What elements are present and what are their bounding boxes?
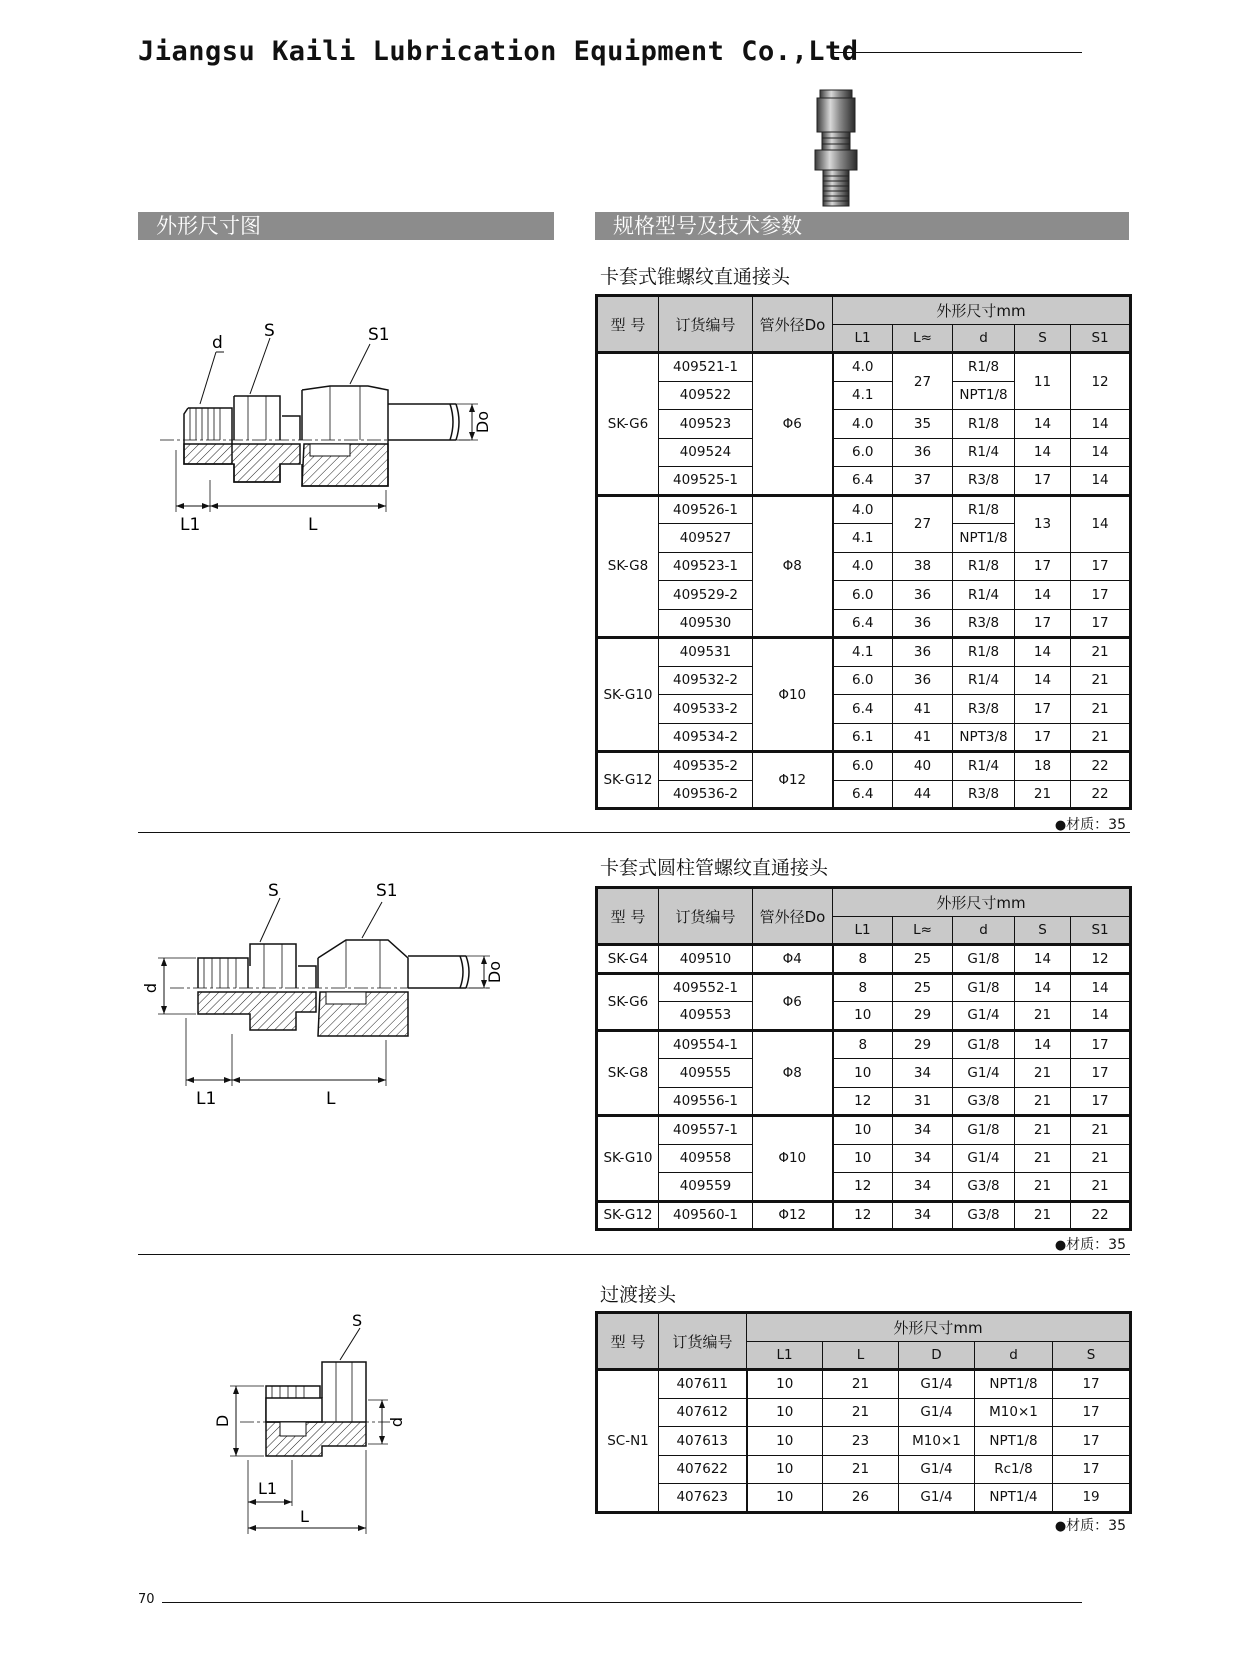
t2-s: 21 [1015, 1087, 1071, 1116]
table2-title: 卡套式圆柱管螺纹直通接头 [600, 857, 829, 879]
t1-d: R1/8 [953, 638, 1015, 667]
t3-l: 21 [823, 1398, 899, 1427]
t1-l1: 4.0 [833, 552, 893, 581]
t3-D: G1/4 [899, 1484, 975, 1513]
t1-d: R1/4 [953, 666, 1015, 695]
t1-d: R3/8 [953, 780, 1015, 809]
t1-l1: 6.1 [833, 723, 893, 752]
t2-l1: 12 [833, 1201, 893, 1230]
t1-c-l1: L1 [833, 324, 893, 353]
t2-h-order: 订货编号 [659, 888, 753, 945]
table-row [597, 752, 1131, 781]
table2 [595, 886, 1132, 1231]
t2-order: 409552-1 [659, 973, 753, 1002]
table-row [597, 973, 1131, 1002]
t3-d: NPT1/4 [975, 1484, 1053, 1513]
t2-order: 409558 [659, 1144, 753, 1173]
t1-l: 37 [893, 467, 953, 496]
t1-c-s1: S1 [1071, 324, 1131, 353]
t1-do: Φ6 [753, 353, 833, 496]
t3-order: 407623 [659, 1484, 747, 1513]
t3-c-s: S [1053, 1341, 1131, 1370]
t2-do: Φ6 [753, 973, 833, 1030]
t3-l1: 10 [747, 1455, 823, 1484]
drawing2-label-l1: L1 [196, 1089, 217, 1109]
t2-s1: 14 [1071, 1002, 1131, 1031]
drawing3-label-l1: L1 [258, 1479, 278, 1498]
t2-d: G1/4 [953, 1144, 1015, 1173]
t1-l: 35 [893, 410, 953, 439]
t1-order: 409524 [659, 438, 753, 467]
t3-h-model: 型 号 [597, 1313, 659, 1370]
t1-d: R3/8 [953, 695, 1015, 724]
t3-h-order: 订货编号 [659, 1313, 747, 1370]
t1-d: R3/8 [953, 609, 1015, 638]
t2-l1: 12 [833, 1087, 893, 1116]
t1-s1: 14 [1071, 495, 1131, 552]
drawing1-label-s1: S1 [368, 325, 390, 345]
t1-order: 409530 [659, 609, 753, 638]
t3-order: 407611 [659, 1370, 747, 1399]
table-row [597, 353, 1131, 382]
t1-s: 11 [1015, 353, 1071, 410]
t3-l1: 10 [747, 1484, 823, 1513]
t1-l1: 4.0 [833, 410, 893, 439]
t2-l1: 10 [833, 1059, 893, 1088]
t2-order: 409557-1 [659, 1116, 753, 1145]
specification-bar: 规格型号及技术参数 [595, 212, 1129, 240]
t1-l1: 6.4 [833, 780, 893, 809]
t1-order: 409536-2 [659, 780, 753, 809]
t2-d: G1/8 [953, 1030, 1015, 1059]
t1-order: 409534-2 [659, 723, 753, 752]
t2-c-s: S [1015, 916, 1071, 945]
table-row [597, 495, 1131, 524]
t3-s: 17 [1053, 1370, 1131, 1399]
t2-l1: 10 [833, 1002, 893, 1031]
t2-c-s1: S1 [1071, 916, 1131, 945]
table-row [597, 945, 1131, 974]
table-row [597, 1087, 1131, 1116]
t2-s1: 21 [1071, 1116, 1131, 1145]
t1-s1: 22 [1071, 752, 1131, 781]
table1-title: 卡套式锥螺纹直通接头 [600, 266, 791, 288]
t2-order: 409560-1 [659, 1201, 753, 1230]
t2-h-model: 型 号 [597, 888, 659, 945]
t3-s: 19 [1053, 1484, 1131, 1513]
t1-l: 36 [893, 609, 953, 638]
table-row [597, 723, 1131, 752]
t1-s: 17 [1015, 609, 1071, 638]
t2-s1: 17 [1071, 1087, 1131, 1116]
table-row [597, 780, 1131, 809]
t2-l1: 8 [833, 1030, 893, 1059]
t2-order: 409555 [659, 1059, 753, 1088]
t1-l1: 6.0 [833, 666, 893, 695]
section-divider-1 [138, 832, 1130, 833]
t3-s: 17 [1053, 1427, 1131, 1456]
t1-order: 409533-2 [659, 695, 753, 724]
table-row [597, 1201, 1131, 1230]
t1-order: 409523-1 [659, 552, 753, 581]
t1-s1: 21 [1071, 638, 1131, 667]
t2-s: 21 [1015, 1002, 1071, 1031]
t2-s: 21 [1015, 1173, 1071, 1202]
table-row [597, 1030, 1131, 1059]
drawing2-label-d: d [141, 982, 160, 994]
t1-s1: 14 [1071, 438, 1131, 467]
t1-l: 41 [893, 723, 953, 752]
t3-D: G1/4 [899, 1370, 975, 1399]
t3-d: Rc1/8 [975, 1455, 1053, 1484]
t1-order: 409525-1 [659, 467, 753, 496]
t1-l1: 4.1 [833, 524, 893, 553]
t2-s1: 12 [1071, 945, 1131, 974]
t2-model: SK-G8 [597, 1030, 659, 1116]
t1-c-d: d [953, 324, 1015, 353]
t2-l: 34 [893, 1201, 953, 1230]
drawing3-label-l: L [300, 1507, 309, 1526]
t1-s: 14 [1015, 438, 1071, 467]
section-divider-2 [138, 1254, 1130, 1255]
header-rule [832, 52, 1082, 53]
t1-l1: 4.1 [833, 381, 893, 410]
drawing3-label-d: d [387, 1416, 406, 1428]
page-number: 70 [138, 1592, 155, 1607]
t2-s: 21 [1015, 1201, 1071, 1230]
t2-d: G1/8 [953, 973, 1015, 1002]
t1-order: 409532-2 [659, 666, 753, 695]
t1-d: NPT3/8 [953, 723, 1015, 752]
t2-l: 34 [893, 1116, 953, 1145]
t1-model: SK-G10 [597, 638, 659, 752]
t3-d: NPT1/8 [975, 1370, 1053, 1399]
t2-model: SK-G12 [597, 1201, 659, 1230]
t1-l: 27 [893, 495, 953, 552]
t2-l1: 10 [833, 1144, 893, 1173]
table1-material-note: ●材质：35 [1054, 817, 1126, 833]
t2-l: 31 [893, 1087, 953, 1116]
table-row [597, 1173, 1131, 1202]
t2-d: G3/8 [953, 1201, 1015, 1230]
t3-D: G1/4 [899, 1455, 975, 1484]
t1-order: 409535-2 [659, 752, 753, 781]
t1-s1: 14 [1071, 467, 1131, 496]
t1-s: 14 [1015, 581, 1071, 610]
bullet-icon: ● [1054, 1238, 1067, 1253]
t2-s1: 17 [1071, 1059, 1131, 1088]
t1-s1: 17 [1071, 552, 1131, 581]
t1-d: R1/8 [953, 552, 1015, 581]
t2-do: Φ4 [753, 945, 833, 974]
t3-order: 407612 [659, 1398, 747, 1427]
t1-s1: 17 [1071, 609, 1131, 638]
t3-model: SC-N1 [597, 1370, 659, 1513]
t2-order: 409559 [659, 1173, 753, 1202]
t1-d: NPT1/8 [953, 381, 1015, 410]
t2-l: 29 [893, 1030, 953, 1059]
t2-s1: 21 [1071, 1173, 1131, 1202]
table-row [597, 1427, 1131, 1456]
drawing1-label-s: S [264, 321, 275, 341]
drawing2-label-do: Do [485, 960, 504, 984]
t1-h-order: 订货编号 [659, 296, 753, 353]
t3-l: 21 [823, 1455, 899, 1484]
t1-s: 17 [1015, 467, 1071, 496]
t1-s: 14 [1015, 638, 1071, 667]
t1-do: Φ12 [753, 752, 833, 809]
t2-l: 25 [893, 973, 953, 1002]
t2-c-d: d [953, 916, 1015, 945]
t3-c-d: d [975, 1341, 1053, 1370]
t1-model: SK-G8 [597, 495, 659, 638]
table-row [597, 638, 1131, 667]
t2-order: 409554-1 [659, 1030, 753, 1059]
t2-s: 14 [1015, 973, 1071, 1002]
t1-l: 36 [893, 638, 953, 667]
t3-s: 17 [1053, 1398, 1131, 1427]
t2-d: G1/8 [953, 1116, 1015, 1145]
t3-c-D: D [899, 1341, 975, 1370]
t1-d: R1/8 [953, 495, 1015, 524]
t1-s1: 21 [1071, 695, 1131, 724]
t1-l: 38 [893, 552, 953, 581]
t1-s1: 17 [1071, 581, 1131, 610]
t1-l1: 4.1 [833, 638, 893, 667]
t1-s1: 12 [1071, 353, 1131, 410]
t2-do: Φ10 [753, 1116, 833, 1202]
table3-material-note: ●材质：35 [1054, 1518, 1126, 1534]
t1-d: R1/4 [953, 581, 1015, 610]
t2-order: 409510 [659, 945, 753, 974]
drawing1-taper-fitting [160, 321, 530, 560]
t3-d: M10×1 [975, 1398, 1053, 1427]
t2-d: G1/8 [953, 945, 1015, 974]
t1-l1: 4.0 [833, 495, 893, 524]
t3-l1: 10 [747, 1398, 823, 1427]
t1-l: 40 [893, 752, 953, 781]
t1-order: 409529-2 [659, 581, 753, 610]
t2-model: SK-G6 [597, 973, 659, 1030]
drawing3-label-s: S [352, 1311, 363, 1330]
t2-l: 25 [893, 945, 953, 974]
t1-l1: 6.4 [833, 609, 893, 638]
t3-D: M10×1 [899, 1427, 975, 1456]
t2-c-l: L≈ [893, 916, 953, 945]
t2-s1: 14 [1071, 973, 1131, 1002]
t1-s: 18 [1015, 752, 1071, 781]
t1-s: 17 [1015, 552, 1071, 581]
t1-s: 14 [1015, 666, 1071, 695]
t1-s: 21 [1015, 780, 1071, 809]
t2-s: 21 [1015, 1144, 1071, 1173]
t1-s1: 14 [1071, 410, 1131, 439]
t2-model: SK-G10 [597, 1116, 659, 1202]
t2-l1: 12 [833, 1173, 893, 1202]
table1 [595, 294, 1132, 810]
t1-s: 17 [1015, 723, 1071, 752]
t1-l1: 6.0 [833, 752, 893, 781]
t2-s: 21 [1015, 1059, 1071, 1088]
drawing2-label-s: S [268, 881, 279, 901]
t1-order: 409522 [659, 381, 753, 410]
t1-model: SK-G6 [597, 353, 659, 496]
t1-do: Φ8 [753, 495, 833, 638]
t2-order: 409556-1 [659, 1087, 753, 1116]
table-row [597, 467, 1131, 496]
drawing1-label-l: L [308, 515, 318, 535]
t1-l1: 6.4 [833, 695, 893, 724]
t1-s1: 22 [1071, 780, 1131, 809]
table-row [597, 1370, 1131, 1399]
t3-c-l: L [823, 1341, 899, 1370]
t1-s: 13 [1015, 495, 1071, 552]
t1-l1: 6.4 [833, 467, 893, 496]
bullet-icon: ● [1054, 1519, 1067, 1534]
t2-order: 409553 [659, 1002, 753, 1031]
t2-c-l1: L1 [833, 916, 893, 945]
t1-d: R1/4 [953, 438, 1015, 467]
t1-c-l: L≈ [893, 324, 953, 353]
t3-l: 26 [823, 1484, 899, 1513]
drawing1-label-d: d [212, 333, 223, 353]
product-photo [808, 88, 864, 210]
t3-l1: 10 [747, 1370, 823, 1399]
t2-l1: 10 [833, 1116, 893, 1145]
drawing3-label-D: D [213, 1414, 232, 1428]
table-row [597, 666, 1131, 695]
t1-order: 409527 [659, 524, 753, 553]
t1-order: 409526-1 [659, 495, 753, 524]
t1-d: R3/8 [953, 467, 1015, 496]
t1-s1: 21 [1071, 666, 1131, 695]
drawing2-label-s1: S1 [376, 881, 398, 901]
t1-l1: 4.0 [833, 353, 893, 382]
t1-order: 409521-1 [659, 353, 753, 382]
t3-order: 407622 [659, 1455, 747, 1484]
t3-c-l1: L1 [747, 1341, 823, 1370]
t1-d: R1/4 [953, 752, 1015, 781]
table-row [597, 552, 1131, 581]
table-row [597, 438, 1131, 467]
t3-D: G1/4 [899, 1398, 975, 1427]
table3-title: 过渡接头 [600, 1284, 677, 1306]
drawing2-label-l: L [326, 1089, 336, 1109]
t1-order: 409523 [659, 410, 753, 439]
t3-d: NPT1/8 [975, 1427, 1053, 1456]
t2-s1: 22 [1071, 1201, 1131, 1230]
table-row [597, 1116, 1131, 1145]
t2-s1: 21 [1071, 1144, 1131, 1173]
bullet-icon: ● [1054, 818, 1067, 833]
company-name: Jiangsu Kaili Lubrication Equipment Co.,Ltd [138, 36, 859, 67]
t3-h-dims: 外形尺寸mm [747, 1313, 1131, 1342]
t2-l: 34 [893, 1144, 953, 1173]
table-row [597, 410, 1131, 439]
t1-h-dims: 外形尺寸mm [833, 296, 1131, 325]
t2-d: G3/8 [953, 1173, 1015, 1202]
t3-l1: 10 [747, 1427, 823, 1456]
drawing3-adapter [213, 1311, 420, 1546]
t2-d: G3/8 [953, 1087, 1015, 1116]
t1-s: 17 [1015, 695, 1071, 724]
t1-l: 36 [893, 581, 953, 610]
t1-do: Φ10 [753, 638, 833, 752]
t1-d: R1/8 [953, 353, 1015, 382]
table-row [597, 1398, 1131, 1427]
table-row [597, 1059, 1131, 1088]
t2-s1: 17 [1071, 1030, 1131, 1059]
t2-h-dims: 外形尺寸mm [833, 888, 1131, 917]
footer-rule [162, 1602, 1082, 1603]
t2-h-do: 管外径Do [753, 888, 833, 945]
table-row [597, 1455, 1131, 1484]
t3-l: 21 [823, 1370, 899, 1399]
t2-s: 21 [1015, 1116, 1071, 1145]
table-row [597, 609, 1131, 638]
table2-material-note: ●材质：35 [1054, 1237, 1126, 1253]
table-row [597, 1484, 1131, 1513]
table-row [597, 581, 1131, 610]
t1-order: 409531 [659, 638, 753, 667]
t1-model: SK-G12 [597, 752, 659, 809]
t2-d: G1/4 [953, 1059, 1015, 1088]
t1-l1: 6.0 [833, 438, 893, 467]
t3-l: 23 [823, 1427, 899, 1456]
table-row [597, 1144, 1131, 1173]
t2-l1: 8 [833, 945, 893, 974]
t1-s: 14 [1015, 410, 1071, 439]
t2-l: 34 [893, 1059, 953, 1088]
t2-l1: 8 [833, 973, 893, 1002]
t3-s: 17 [1053, 1455, 1131, 1484]
t1-s1: 21 [1071, 723, 1131, 752]
drawing1-label-do: Do [473, 410, 492, 434]
t1-h-do: 管外径Do [753, 296, 833, 353]
t1-l: 41 [893, 695, 953, 724]
t2-s: 14 [1015, 1030, 1071, 1059]
drawing1-label-l1: L1 [180, 515, 201, 535]
t1-l: 36 [893, 438, 953, 467]
table3 [595, 1311, 1132, 1514]
t1-d: NPT1/8 [953, 524, 1015, 553]
t2-do: Φ12 [753, 1201, 833, 1230]
t1-c-s: S [1015, 324, 1071, 353]
drawing2-parallel-fitting [141, 881, 530, 1118]
table-row [597, 1002, 1131, 1031]
t1-l1: 6.0 [833, 581, 893, 610]
t2-l: 29 [893, 1002, 953, 1031]
t1-l: 36 [893, 666, 953, 695]
t1-l: 44 [893, 780, 953, 809]
t2-d: G1/4 [953, 1002, 1015, 1031]
t2-s: 14 [1015, 945, 1071, 974]
t1-l: 27 [893, 353, 953, 410]
t1-d: R1/8 [953, 410, 1015, 439]
table-row [597, 695, 1131, 724]
t2-l: 34 [893, 1173, 953, 1202]
t2-do: Φ8 [753, 1030, 833, 1116]
dimension-drawing-bar: 外形尺寸图 [138, 212, 554, 240]
t1-h-model: 型 号 [597, 296, 659, 353]
t3-order: 407613 [659, 1427, 747, 1456]
t2-model: SK-G4 [597, 945, 659, 974]
